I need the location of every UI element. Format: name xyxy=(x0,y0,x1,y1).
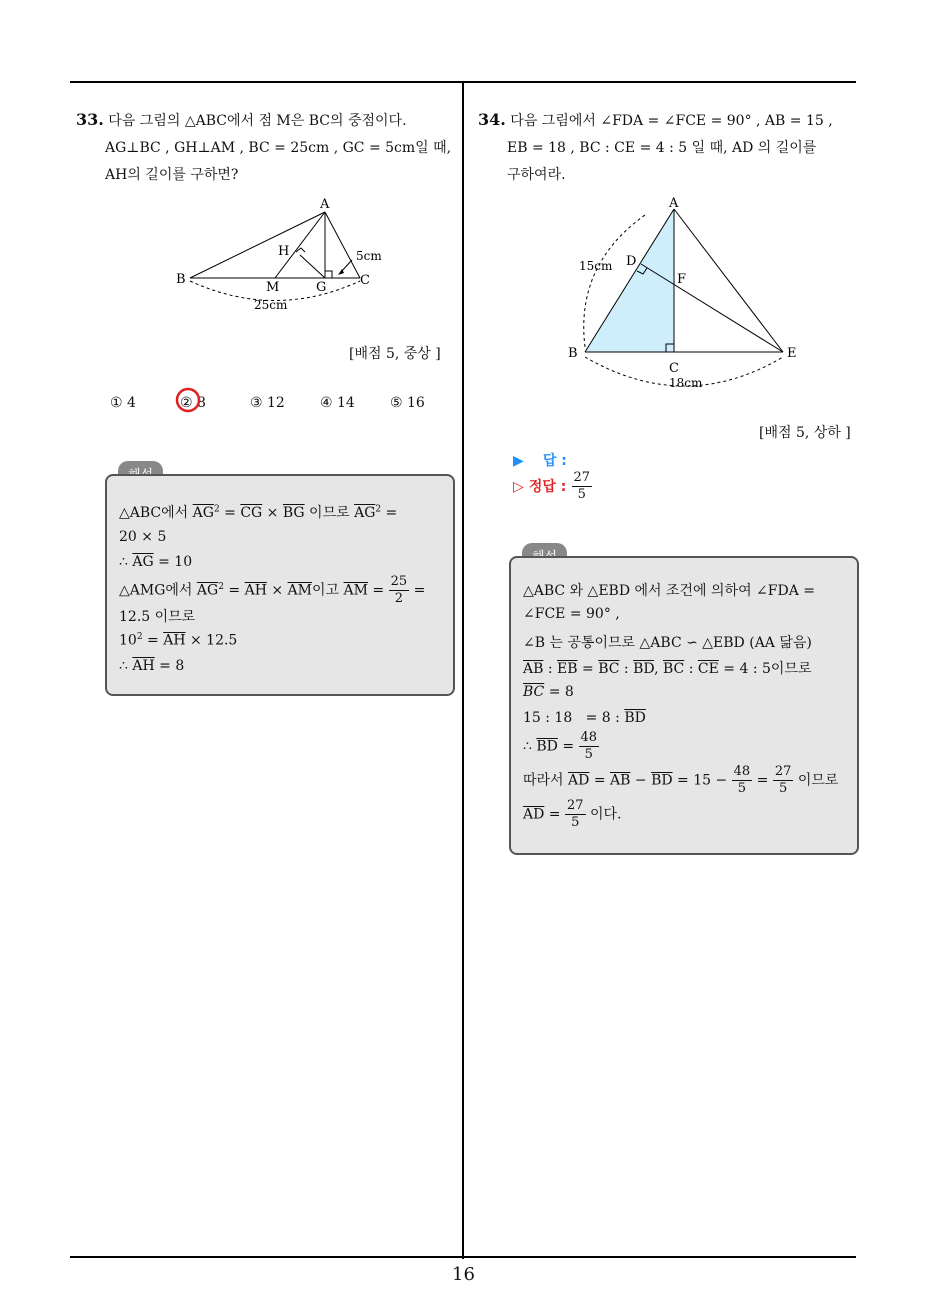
q34-correct-row xyxy=(513,470,592,503)
q33-choice-4[interactable]: ④ 14 xyxy=(320,395,355,411)
q33-selected-circle xyxy=(174,386,202,414)
q34-sol-8: 따라서 $\overline{AD} = \overline{AB} - \overline{BD} = 15$ − $\frac{48}{5}$ = $\frac{27}{5}$ 이므로 xyxy=(523,764,839,796)
q33-line3: AH의 길이를 구하면? xyxy=(105,167,239,183)
q34-label-ab: 15cm xyxy=(579,259,613,273)
q33-label-h: H xyxy=(278,244,290,259)
q34-label-c: C xyxy=(669,361,679,376)
q34-line1: 다음 그림에서 ∠FDA = ∠FCE = 90° , AB = 15 , xyxy=(510,113,833,129)
q34-label-e: E xyxy=(787,346,797,361)
q34-label-a: A xyxy=(669,196,679,211)
q33-choice-2[interactable]: ② 8 xyxy=(180,395,206,411)
q34-label-b: B xyxy=(568,346,578,361)
q33-sol-7: ∴ $\overline{AH} = 8$ xyxy=(119,658,185,674)
q33-figure xyxy=(160,195,400,320)
q33-choice-3[interactable]: ③ 12 xyxy=(250,395,285,411)
page-number: 16 xyxy=(452,1264,475,1285)
q34-sol-2: ∠FCE = 90° , xyxy=(523,606,620,622)
q34-correct-frac: $\frac{27}{5}$ xyxy=(573,470,591,502)
q33-label-m: M xyxy=(266,280,280,295)
q34-label-d: D xyxy=(626,254,637,269)
q33-sol-5: 12.5 이므로 xyxy=(119,609,196,625)
q34-sol-7: ∴ $\overline{BD}$ = $\frac{48}{5}$ xyxy=(523,730,598,762)
q34-line2: EB = 18 , BC : CE = 4 : 5 일 때, AD 의 길이를 xyxy=(507,140,817,156)
q34-sol-4: $\overline{AB}$ : $\overline{EB} = \overline{BC}$ : $\overline{BD}$, $\overline{BC}$ : $\overline{CE} = 4$ : 5이므로 xyxy=(523,661,812,677)
q34-sol-9: $\overline{AD}$ = $\frac{27}{5}$ 이다. xyxy=(523,798,622,830)
play-icon: ▶ xyxy=(513,453,524,469)
q33-line2: AG⊥BC , GH⊥AM , BC = 25cm , GC = 5cm일 때, xyxy=(105,140,452,156)
q34-frac-bd: $\frac{48}{5}$ xyxy=(580,730,598,762)
q34-figure xyxy=(565,195,815,395)
q34-solution-box xyxy=(509,556,859,855)
q34-label-f: F xyxy=(677,272,687,287)
q34-frac-ad: $\frac{27}{5}$ xyxy=(774,764,792,796)
q34-line3: 구하여라. xyxy=(507,167,566,183)
q34-text xyxy=(478,106,862,189)
q34-score: [배점 5, 상하 ] xyxy=(759,425,851,441)
q33-label-gc: 5cm xyxy=(356,249,382,263)
q33-solution-box xyxy=(105,474,455,696)
q34-answer-row xyxy=(513,450,567,470)
column-divider xyxy=(462,81,464,1259)
q34-number: 34. xyxy=(478,110,506,129)
q33-number: 33. xyxy=(76,110,104,129)
q33-sol-4: △AMG에서 $\overline{AG}^2 = \overline{AH} \times \overline{AM}$이고 $\overline{AM}$ = $\frac{25}{2}$ = xyxy=(119,574,426,606)
play-outline-icon: ▷ xyxy=(513,479,524,495)
q34-frac-ad2: $\frac{27}{5}$ xyxy=(566,798,584,830)
q33-sol-1: △ABC에서 $\overline{AG}^2 = \overline{CG} \times \overline{BG}$ 이므로 $\overline{AG}^2$ = xyxy=(119,504,398,521)
q33-frac-am: $\frac{25}{2}$ xyxy=(390,574,408,606)
q33-choice-1[interactable]: ① 4 xyxy=(110,395,136,411)
q33-label-c: C xyxy=(360,273,370,288)
q33-label-a: A xyxy=(320,197,330,212)
q33-score: [배점 5, 중상 ] xyxy=(349,346,441,362)
bottom-rule xyxy=(70,1256,856,1258)
q33-line1: 다음 그림의 △ABC에서 점 M은 BC의 중점이다. xyxy=(108,113,407,129)
q34-frac-bd2: $\frac{48}{5}$ xyxy=(733,764,751,796)
q33-choice-5[interactable]: ⑤ 16 xyxy=(390,395,425,411)
q34-sol-3: ∠B 는 공통이므로 △ABC ∽ △EBD (AA 닮음) xyxy=(523,635,812,651)
q34-answer-label: 답 : xyxy=(542,453,567,469)
q34-label-be: 18cm xyxy=(669,376,703,390)
q34-sol-6: 15 : 18 = 8 : $\overline{BD}$ xyxy=(523,710,646,726)
q33-label-g: G xyxy=(316,280,327,295)
q34-sol-5: $\overline{BC} = 8$ xyxy=(523,684,574,700)
q34-sol-1: △ABC 와 △EBD 에서 조건에 의하여 ∠FDA = xyxy=(523,583,816,599)
q34-correct-label: 정답 : xyxy=(528,479,567,495)
q33-sol-3: ∴ $\overline{AG} = 10$ xyxy=(119,554,193,570)
q33-text xyxy=(76,106,460,189)
q33-label-b: B xyxy=(176,272,186,287)
q33-label-bc: 25cm xyxy=(254,298,288,312)
q33-sol-2: 20 × 5 xyxy=(119,529,167,545)
q33-sol-6: $10^2 = \overline{AH} \times 12.5$ xyxy=(119,632,238,649)
